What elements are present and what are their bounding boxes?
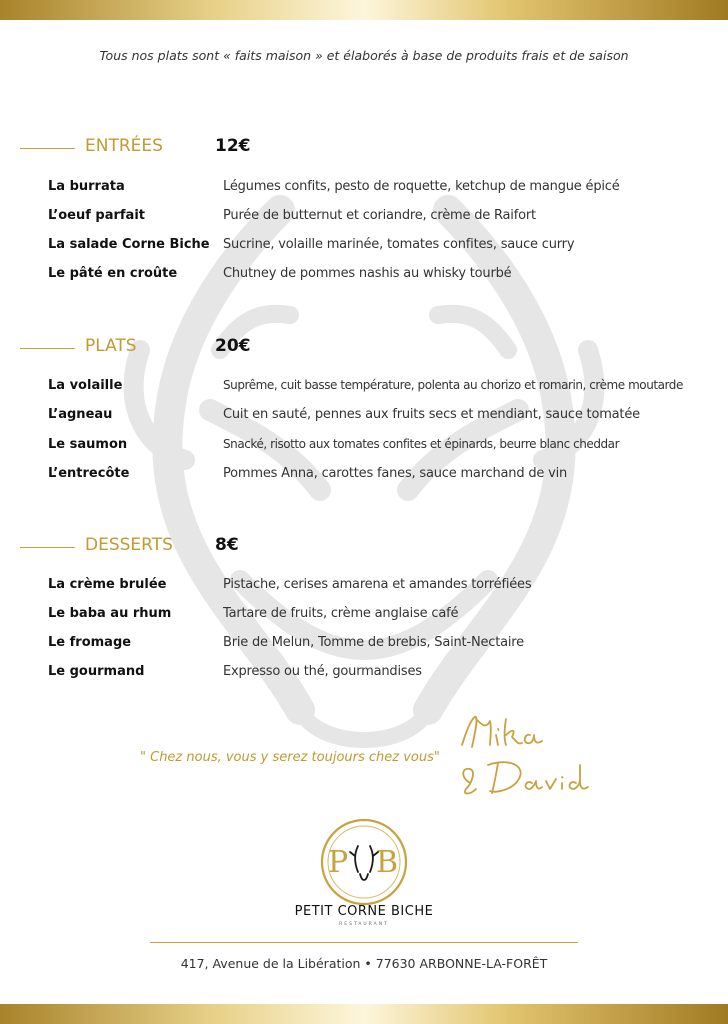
section-title: DESSERTS <box>85 535 173 555</box>
section-title: PLATS <box>85 336 137 356</box>
menu-item <box>48 407 708 427</box>
item-description: Pommes Anna, carottes fanes, sauce marchand de vin <box>223 466 568 481</box>
section-price: 8€ <box>215 535 239 555</box>
item-description: Tartare de fruits, crème anglaise café <box>223 606 459 621</box>
section-price: 12€ <box>215 136 251 156</box>
menu-item <box>48 606 708 626</box>
item-description: Cuit en sauté, pennes aux fruits secs et mendiant, sauce tomatée <box>223 407 640 422</box>
item-name: L’agneau <box>48 407 113 422</box>
item-description: Snacké, risotto aux tomates confites et épinards, beurre blanc cheddar <box>223 437 620 451</box>
menu-item <box>48 577 708 597</box>
item-name: La burrata <box>48 179 125 194</box>
address: 417, Avenue de la Libération • 77630 ARBONNE-LA-FORÊT <box>180 956 548 971</box>
menu-item <box>48 664 708 684</box>
item-name: Le gourmand <box>48 664 145 679</box>
quote: " Chez nous, vous y serez toujours chez vous" <box>140 750 440 765</box>
item-description: Légumes confits, pesto de roquette, ketchup de mangue épicé <box>223 179 620 194</box>
tagline: Tous nos plats sont « faits maison » et élaborés à base de produits frais et de saison <box>99 48 629 63</box>
item-name: Le baba au rhum <box>48 606 172 621</box>
item-name: L’entrecôte <box>48 466 130 481</box>
item-description: Purée de butternut et coriandre, crème de Raifort <box>223 208 536 223</box>
brand-name: PETIT CORNE BICHE <box>294 904 434 919</box>
item-description: Sucrine, volaille marinée, tomates confites, sauce curry <box>223 237 575 252</box>
top-gold-bar <box>0 0 728 20</box>
item-name: La crème brulée <box>48 577 167 592</box>
item-description: Suprême, cuit basse température, polenta au chorizo et romarin, crème moutarde <box>223 378 683 392</box>
item-name: Le saumon <box>48 437 128 452</box>
item-name: L’oeuf parfait <box>48 208 146 223</box>
item-name: Le fromage <box>48 635 132 650</box>
menu-item <box>48 437 708 457</box>
footer-rule <box>150 942 578 943</box>
section-price: 20€ <box>215 336 251 356</box>
section-title: ENTRÉES <box>85 136 163 156</box>
menu-item <box>48 378 708 398</box>
svg-text:P: P <box>328 845 349 880</box>
section-rule <box>20 348 75 349</box>
svg-text:B: B <box>376 845 399 880</box>
menu-item <box>48 466 708 486</box>
menu-item <box>48 237 708 257</box>
bottom-gold-bar <box>0 1004 728 1024</box>
menu-item <box>48 635 708 655</box>
section-rule <box>20 148 75 149</box>
logo-emblem-icon <box>314 812 414 912</box>
menu-item <box>48 208 708 228</box>
item-description: Expresso ou thé, gourmandises <box>223 664 422 679</box>
section-rule <box>20 547 75 548</box>
signature-icon <box>450 705 600 805</box>
menu-item <box>48 179 708 199</box>
item-name: Le pâté en croûte <box>48 266 178 281</box>
item-name: La salade Corne Biche <box>48 237 210 252</box>
menu-item <box>48 266 708 286</box>
item-name: La volaille <box>48 378 123 393</box>
brand-subtitle: RESTAURANT <box>339 922 389 927</box>
item-description: Pistache, cerises amarena et amandes torréfiées <box>223 577 532 592</box>
item-description: Brie de Melun, Tomme de brebis, Saint-Nectaire <box>223 635 524 650</box>
item-description: Chutney de pommes nashis au whisky tourbé <box>223 266 512 281</box>
